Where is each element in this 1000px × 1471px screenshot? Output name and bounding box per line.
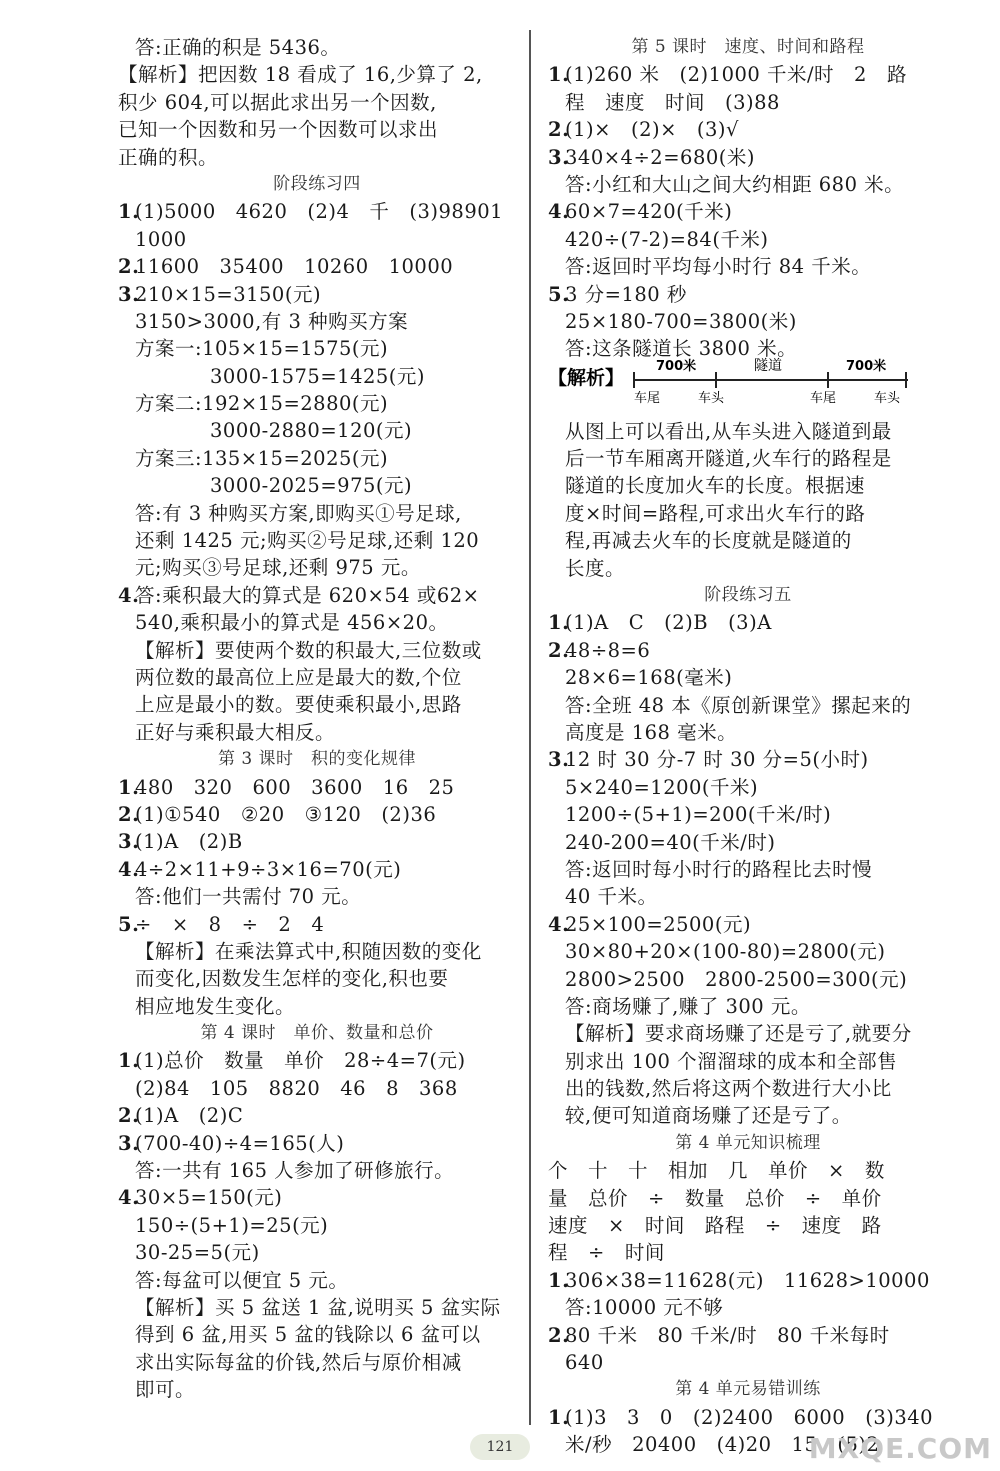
section-heading: [548, 1376, 948, 1403]
text-line: [548, 500, 948, 527]
tunnel-diagram: [548, 354, 908, 406]
text-line: [118, 472, 516, 499]
question-number: 5.: [118, 912, 140, 936]
line-text: 【解析】把因数 18 看成了 16,少算了 2,: [118, 63, 483, 87]
text-line: [548, 226, 948, 253]
line-text: 程 ÷ 时间: [548, 1241, 665, 1265]
line-text: 方案三:135×15=2025(元): [135, 446, 389, 470]
line-text: (1)A C (2)B (3)A: [565, 611, 772, 635]
line-text: 210×15=3150(元): [135, 282, 322, 306]
text-line: [118, 1267, 516, 1294]
line-text: 5×240=1200(千米): [565, 775, 759, 799]
line-text: 程 速度 时间 (3)88: [565, 90, 780, 114]
line-text: 度×时间=路程,可求出火车行的路: [565, 501, 866, 525]
text-line: [118, 1239, 516, 1266]
question-number: 2.: [118, 255, 140, 279]
question-number: 3.: [118, 1131, 140, 1155]
text-line: [118, 664, 516, 691]
line-text: 答:全班 48 本《原创新课堂》摞起来的: [565, 693, 912, 717]
line-text: 从图上可以看出,从车头进入隧道到最: [565, 419, 892, 443]
text-line: [118, 801, 516, 828]
line-text: 正好与乘积最大相反。: [135, 720, 336, 744]
question-number: 3.: [118, 830, 140, 854]
line-text: 答:商场赚了,赚了 300 元。: [565, 994, 811, 1018]
text-line: [118, 1075, 516, 1102]
text-line: [118, 1294, 516, 1321]
line-text: 3000-1575=1425(元): [210, 364, 426, 388]
text-line: [118, 281, 516, 308]
question-number: 1.: [118, 775, 140, 799]
head-label-1: 车头: [698, 391, 725, 406]
line-text: 速度 × 时间 路程 ÷ 速度 路: [548, 1214, 882, 1238]
question-number: 1.: [548, 611, 570, 635]
line-text: 30×5=150(元): [135, 1186, 283, 1210]
question-number: 1.: [548, 63, 570, 87]
line-text: 元;购买③号足球,还剩 975 元。: [135, 556, 421, 580]
line-text: 540,乘积最小的算式是 456×20。: [135, 611, 449, 635]
line-text: 即可。: [135, 1378, 196, 1402]
text-line: [548, 308, 948, 335]
text-line: [548, 555, 948, 582]
line-text: 48÷8=6: [565, 638, 651, 662]
text-line: [118, 198, 516, 225]
line-text: 60×7=420(千米): [565, 200, 733, 224]
text-line: [118, 856, 516, 883]
line-text: 答:一共有 165 人参加了研修旅行。: [135, 1159, 455, 1183]
line-text: 25×180-700=3800(米): [565, 309, 797, 333]
text-line: [118, 828, 516, 855]
line-text: 第 4 单元易错训练: [675, 1379, 821, 1400]
text-line: [118, 445, 516, 472]
section-heading: [118, 1020, 516, 1047]
question-number: 5.: [548, 282, 570, 306]
line-text: 3150>3000,有 3 种购买方案: [135, 309, 409, 333]
line-text: 【解析】要使两个数的积最大,三位数或: [135, 638, 482, 662]
text-line: [118, 116, 516, 143]
text-line: [118, 609, 516, 636]
line-text: 40 千米。: [565, 885, 658, 909]
line-text: 得到 6 盆,用买 5 盆的钱除以 6 盆可以: [135, 1323, 481, 1347]
question-number: 1.: [548, 1268, 570, 1292]
line-text: 30×80+20×(100-80)=2800(元): [565, 940, 886, 964]
line-text: 3000-2025=975(元): [210, 474, 413, 498]
text-line: [118, 938, 516, 965]
text-line: [118, 1184, 516, 1211]
line-text: 30-25=5(元): [135, 1241, 260, 1265]
line-text: 【解析】要求商场赚了还是亏了,就要分: [565, 1022, 912, 1046]
text-line: [548, 1239, 948, 1266]
question-number: 4.: [548, 200, 570, 224]
text-line: [118, 89, 516, 116]
line-text: 米/秒 20400 (4)20 15 (5)2: [565, 1433, 880, 1457]
text-line: [118, 719, 516, 746]
text-line: [118, 1321, 516, 1348]
line-text: 240-200=40(千米/时): [565, 830, 776, 854]
question-number: 4.: [118, 583, 140, 607]
line-text: 3 分=180 秒: [565, 282, 687, 306]
line-text: 1000: [135, 227, 187, 251]
tail-label-2: 车尾: [810, 391, 837, 406]
line-text: 量 总价 ÷ 数量 总价 ÷ 单价: [548, 1186, 882, 1210]
section-heading: [548, 1130, 948, 1157]
text-line: [118, 911, 516, 938]
train-length-right: 700米: [846, 359, 887, 374]
line-text: (700-40)÷4=165(人): [135, 1131, 345, 1155]
text-line: [548, 1212, 948, 1239]
section-heading: [548, 582, 948, 609]
text-line: [548, 472, 948, 499]
tail-label-1: 车尾: [634, 391, 661, 406]
text-line: [118, 883, 516, 910]
text-line: [118, 363, 516, 390]
head-label-2: 车头: [874, 391, 901, 406]
text-line: [548, 692, 948, 719]
line-text: 答:乘积最大的算式是 620×54 或62×: [135, 583, 480, 607]
text-line: [118, 1047, 516, 1074]
text-line: [548, 1322, 948, 1349]
question-number: 4.: [548, 912, 570, 936]
line-text: 答:正确的积是 5436。: [135, 36, 341, 59]
text-line: [548, 1349, 948, 1376]
text-line: [118, 1376, 516, 1403]
text-line: [548, 609, 948, 636]
line-text: 高度是 168 毫米。: [565, 720, 738, 744]
text-line: [118, 691, 516, 718]
text-line: [118, 500, 516, 527]
text-line: [548, 993, 948, 1020]
text-line: [548, 144, 948, 171]
line-text: 4÷2×11+9÷3×16=70(元): [135, 857, 402, 881]
line-text: 答:返回时平均每小时行 84 千米。: [565, 255, 872, 279]
question-number: 2.: [548, 1323, 570, 1347]
text-line: [118, 253, 516, 280]
text-line: [548, 774, 948, 801]
text-line: [548, 938, 948, 965]
text-line: [548, 281, 948, 308]
text-line: [548, 1048, 948, 1075]
question-number: 3.: [548, 145, 570, 169]
line-text: 而变化,因数发生怎样的变化,积也要: [135, 967, 449, 991]
left-column: [118, 34, 516, 1404]
question-number: 2.: [118, 802, 140, 826]
line-text: 还剩 1425 元;购买②号足球,还剩 120: [135, 529, 480, 553]
text-line: [548, 527, 948, 554]
line-text: 11600 35400 10260 10000: [135, 255, 454, 279]
diagram-label: 【解析】: [548, 367, 625, 389]
line-text: 后一节车厢离开隧道,火车行的路程是: [565, 447, 892, 471]
text-line: [548, 911, 948, 938]
line-text: 150÷(5+1)=25(元): [135, 1213, 329, 1237]
text-line: [118, 34, 516, 61]
line-text: 阶段练习四: [273, 173, 361, 194]
text-line: [118, 1157, 516, 1184]
line-text: 80 千米 80 千米/时 80 千米每时: [565, 1323, 890, 1347]
text-line: [548, 1294, 948, 1321]
line-text: 上应是最小的数。要使乘积最小,思路: [135, 693, 462, 717]
section-heading: [118, 171, 516, 198]
text-line: [548, 1102, 948, 1129]
text-line: [118, 390, 516, 417]
text-line: [548, 1404, 948, 1431]
text-line: [118, 335, 516, 362]
question-number: 2.: [118, 1104, 140, 1128]
text-line: [118, 965, 516, 992]
text-line: [118, 308, 516, 335]
text-line: [118, 774, 516, 801]
text-line: [118, 417, 516, 444]
line-text: 答:小红和大山之间大约相距 680 米。: [565, 172, 905, 196]
line-text: 答:每盆可以便宜 5 元。: [135, 1268, 349, 1292]
line-text: 两位数的最高位上应是最大的数,个位: [135, 665, 462, 689]
line-text: 方案二:192×15=2880(元): [135, 392, 389, 416]
line-text: 第 4 课时 单价、数量和总价: [200, 1023, 434, 1044]
text-line: [548, 198, 948, 225]
text-line: [548, 1020, 948, 1047]
question-number: 2.: [548, 118, 570, 142]
line-text: 12 时 30 分-7 时 30 分=5(小时): [565, 748, 869, 772]
line-text: (1)3 3 0 (2)2400 6000 (3)340: [565, 1405, 934, 1429]
line-text: 答:10000 元不够: [565, 1296, 724, 1320]
line-text: 阶段练习五: [704, 585, 792, 606]
text-line: [548, 801, 948, 828]
text-line: [118, 554, 516, 581]
question-number: 3.: [548, 748, 570, 772]
line-text: 第 4 单元知识梳理: [675, 1132, 821, 1153]
text-line: [118, 1130, 516, 1157]
line-text: 答:返回时每小时行的路程比去时慢: [565, 857, 873, 881]
text-line: [118, 582, 516, 609]
question-number: 1.: [118, 200, 140, 224]
text-line: [118, 144, 516, 171]
line-text: 方案一:105×15=1575(元): [135, 337, 389, 361]
text-line: [118, 993, 516, 1020]
line-text: 程,再减去火车的长度就是隧道的: [565, 529, 852, 553]
line-text: 25×100=2500(元): [565, 912, 752, 936]
text-line: [548, 637, 948, 664]
line-text: 1200÷(5+1)=200(千米/时): [565, 803, 832, 827]
line-text: 28×6=168(毫米): [565, 666, 733, 690]
line-text: 答:这条隧道长 3800 米。: [565, 337, 798, 361]
line-text: 隧道的长度加火车的长度。根据速: [565, 474, 866, 498]
section-heading: [548, 34, 948, 61]
page-number: 121: [470, 1434, 530, 1460]
text-line: [118, 1102, 516, 1129]
line-text: (1)①540 ②20 ③120 (2)36: [135, 802, 437, 826]
text-line: [118, 637, 516, 664]
tunnel-label: 隧道: [754, 358, 782, 374]
line-text: 【解析】买 5 盆送 1 盆,说明买 5 盆实际: [135, 1295, 501, 1319]
line-text: 【解析】在乘法算式中,积随因数的变化: [135, 939, 482, 963]
line-text: 306×38=11628(元) 11628>10000: [565, 1268, 930, 1292]
text-line: [548, 61, 948, 88]
line-text: 3000-2880=120(元): [210, 419, 413, 443]
text-line: [548, 829, 948, 856]
right-column: [548, 34, 948, 1459]
column-divider: [529, 30, 531, 1425]
section-heading: [118, 746, 516, 773]
right-bottom-block: [548, 418, 948, 1459]
line-text: 较,便可知道商场赚了还是亏了。: [565, 1104, 852, 1128]
question-number: 2.: [548, 638, 570, 662]
question-number: 3.: [118, 282, 140, 306]
line-text: 求出实际每盆的价钱,然后与原价相减: [135, 1350, 462, 1374]
line-text: 积少 604,可以据此求出另一个因数,: [118, 90, 437, 114]
text-line: [548, 966, 948, 993]
question-number: 4.: [118, 1186, 140, 1210]
line-text: 别求出 100 个溜溜球的成本和全部售: [565, 1049, 898, 1073]
text-line: [548, 719, 948, 746]
right-top-block: [548, 34, 948, 363]
line-text: 340×4÷2=680(米): [565, 145, 755, 169]
line-text: (1)260 米 (2)1000 千米/时 2 路: [565, 63, 907, 87]
line-text: 相应地发生变化。: [135, 994, 296, 1018]
question-number: 1.: [118, 1049, 140, 1073]
question-number: 1.: [548, 1405, 570, 1429]
text-line: [118, 226, 516, 253]
line-text: 480 320 600 3600 16 25: [135, 775, 455, 799]
question-number: 4.: [118, 857, 140, 881]
line-text: 正确的积。: [118, 145, 219, 169]
line-text: 出的钱数,然后将这两个数进行大小比: [565, 1077, 892, 1101]
text-line: [548, 171, 948, 198]
line-text: ÷ × 8 ÷ 2 4: [135, 912, 325, 936]
line-text: 第 5 课时 速度、时间和路程: [631, 37, 865, 57]
text-line: [548, 1267, 948, 1294]
line-text: 2800>2500 2800-2500=300(元): [565, 967, 908, 991]
text-line: [548, 116, 948, 143]
text-line: [548, 664, 948, 691]
line-text: 个 十 十 相加 几 单价 × 数: [548, 1159, 885, 1183]
line-text: 长度。: [565, 556, 626, 580]
line-text: 420÷(7-2)=84(千米): [565, 227, 769, 251]
line-text: (2)84 105 8820 46 8 368: [135, 1076, 458, 1100]
text-line: [548, 1157, 948, 1184]
text-line: [118, 527, 516, 554]
line-text: (1)5000 4620 (2)4 千 (3)98901: [135, 200, 504, 224]
line-text: 640: [565, 1350, 604, 1374]
text-line: [548, 89, 948, 116]
text-line: [548, 253, 948, 280]
text-line: [118, 1349, 516, 1376]
line-text: (1)A (2)C: [135, 1104, 244, 1128]
line-text: (1)总价 数量 单价 28÷4=7(元): [135, 1049, 466, 1073]
watermark: MXQE.COM: [808, 1432, 992, 1465]
text-line: [548, 1075, 948, 1102]
text-line: [548, 418, 948, 445]
line-text: 已知一个因数和另一个因数可以求出: [118, 118, 439, 142]
text-line: [548, 445, 948, 472]
text-line: [118, 61, 516, 88]
text-line: [118, 1212, 516, 1239]
text-line: [548, 746, 948, 773]
train-length-left: 700米: [656, 359, 697, 374]
text-line: [548, 856, 948, 883]
line-text: (1)× (2)× (3)√: [565, 118, 739, 142]
text-line: [548, 883, 948, 910]
line-text: (1)A (2)B: [135, 830, 243, 854]
text-line: [548, 1185, 948, 1212]
line-text: 答:有 3 种购买方案,即购买①号足球,: [135, 501, 462, 525]
line-text: 答:他们一共需付 70 元。: [135, 885, 362, 909]
line-text: 第 3 课时 积的变化规律: [217, 749, 417, 770]
